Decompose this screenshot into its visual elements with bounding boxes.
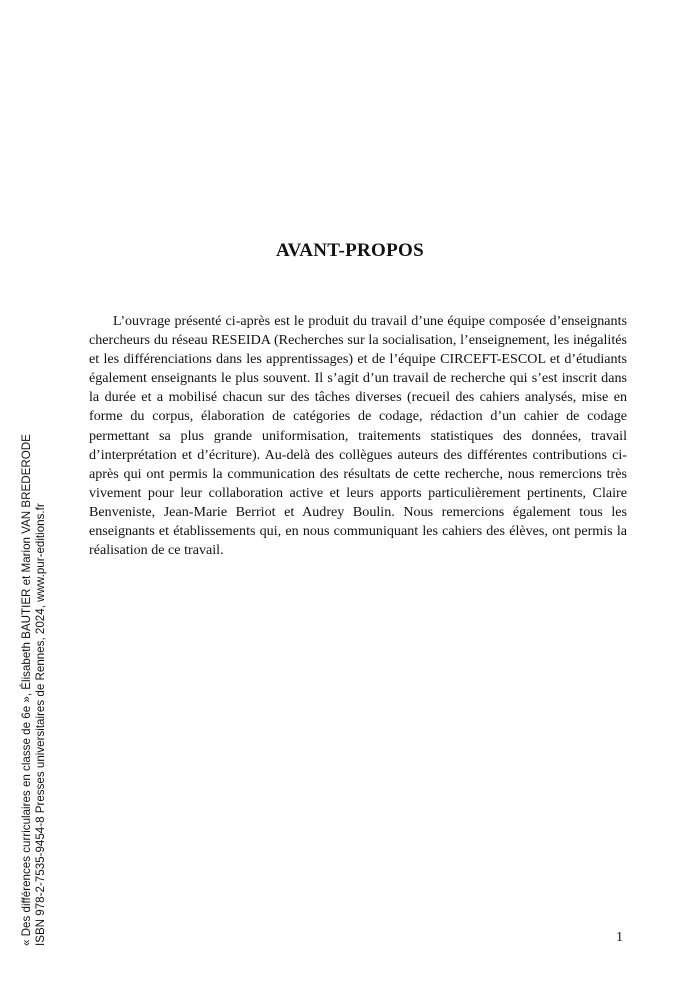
copyright-side-note xyxy=(20,434,47,946)
side-note-citation: « Des différences curriculaires en classe de 6e », Élisabeth BAUTIER et Marion VAN BREDERODE xyxy=(20,434,33,946)
side-note-isbn: ISBN 978-2-7535-9454-8 Presses universitaires de Rennes, 2024, www.pur-editions.fr xyxy=(33,503,47,946)
page-number: 1 xyxy=(616,930,623,945)
page-title: AVANT-PROPOS xyxy=(276,240,424,261)
foreword-paragraph: L’ouvrage présenté ci-après est le produit du travail d’une équipe composée d’enseignants chercheurs du réseau RESEIDA (Recherches sur la socialisation, l’enseignement, les inégalités et les différenciations dans les apprentissages) et de l’équipe CIRCEFT-ESCOL et d’étudiants également enseignants le plus souvent. Il s’agit d’un travail de recherche qui s’est inscrit dans la durée et a mobilisé chacun sur des tâches diverses (recueil des cahiers analysés, mise en forme du corpus, élaboration de catégories de codage, rédaction d’un cahier de codage permettant sa plus grande uniformisation, traitements statistiques des données, travail d’interprétation et d’écriture). Au-delà des collègues auteurs des différentes contributions ci-après qui ont permis la communication des résultats de cette recherche, nous remercions très vivement pour leur collaboration active et leurs apports particulièrement pertinents, Claire Benveniste, Jean-Marie Berriot et Audrey Boulin. Nous remercions également tous les enseignants et établissements qui, en nous communiquant les cahiers des élèves, ont permis la réalisation de ce travail. xyxy=(89,313,627,559)
